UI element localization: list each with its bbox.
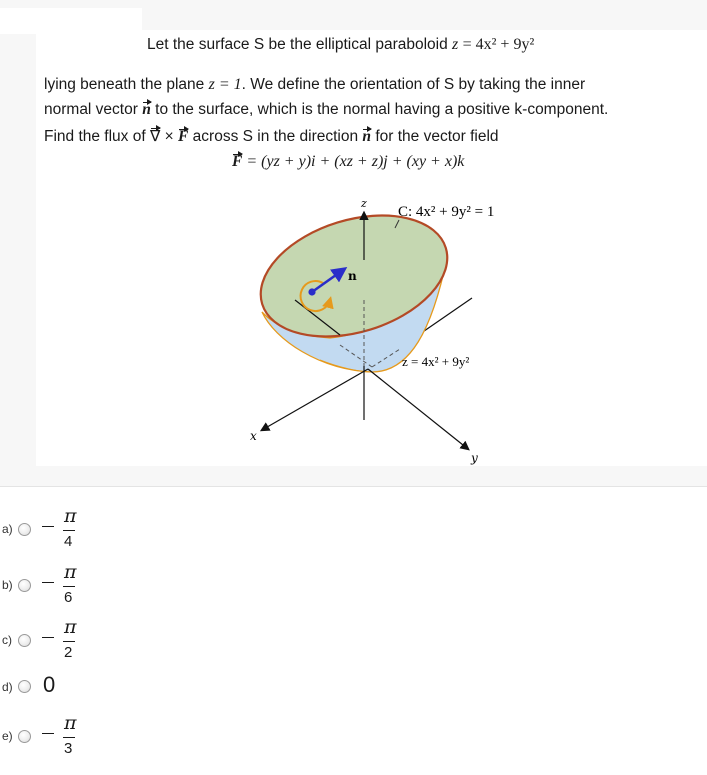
choice-e-letter: e) [2, 729, 13, 743]
choice-d-radio[interactable] [18, 680, 31, 693]
choice-b-radio[interactable] [18, 579, 31, 592]
choice-e[interactable] [0, 712, 200, 762]
prompt-line-1: Let the surface S be the elliptical paraboloid z = 4x² + 9y² [147, 36, 535, 53]
choice-a-value: π 4 [42, 505, 102, 555]
choice-d[interactable] [0, 668, 200, 704]
x-axis [262, 369, 368, 430]
choice-a-letter: a) [2, 522, 13, 536]
y-axis [368, 369, 468, 449]
field-vector-symbol: F [178, 128, 189, 145]
normal-vector-symbol-2: n [362, 128, 372, 145]
fraction-bar [63, 737, 75, 738]
surface-equation-label: z = 4x² + 9y² [402, 354, 470, 369]
x-axis-label: x [250, 429, 257, 443]
choice-b-letter: b) [2, 578, 13, 592]
vector-field-equation: F = (yz + y)i + (xz + z)j + (xy + x)k [232, 153, 465, 170]
z-axis-label: z [361, 197, 367, 210]
prompt-line-2: lying beneath the plane z = 1. We define the orientation of S by taking the inner [44, 76, 586, 93]
fraction-bar [63, 530, 75, 531]
normal-vector-symbol: n [142, 101, 151, 118]
choice-c[interactable] [0, 616, 200, 666]
choice-a-radio[interactable] [18, 523, 31, 536]
nabla-symbol: ∇ [149, 128, 161, 145]
minus-sign [42, 733, 54, 734]
choice-e-value: π 3 [42, 712, 102, 762]
y-axis-label: y [471, 451, 478, 465]
choice-b-value: π 6 [42, 561, 102, 611]
choice-d-letter: d) [2, 680, 13, 694]
minus-sign [42, 637, 54, 638]
boundary-curve-label: C: 4x² + 9y² = 1 [398, 204, 495, 220]
prompt-line-4: Find the flux of ∇ × F across S in the direction n for the vector field [44, 128, 499, 145]
normal-label: n [348, 269, 357, 283]
prompt-line-3: normal vector n to the surface, which is the normal having a positive k-component. [44, 101, 609, 118]
minus-sign [42, 582, 54, 583]
choice-d-value: 0 [43, 672, 56, 697]
choice-c-value: π 2 [42, 616, 102, 666]
minus-sign [42, 526, 54, 527]
choice-c-radio[interactable] [18, 634, 31, 647]
choice-c-letter: c) [2, 633, 12, 647]
fraction-bar [63, 586, 75, 587]
choice-b[interactable] [0, 561, 200, 611]
choice-e-radio[interactable] [18, 730, 31, 743]
fraction-bar [63, 641, 75, 642]
choice-a[interactable] [0, 505, 200, 555]
